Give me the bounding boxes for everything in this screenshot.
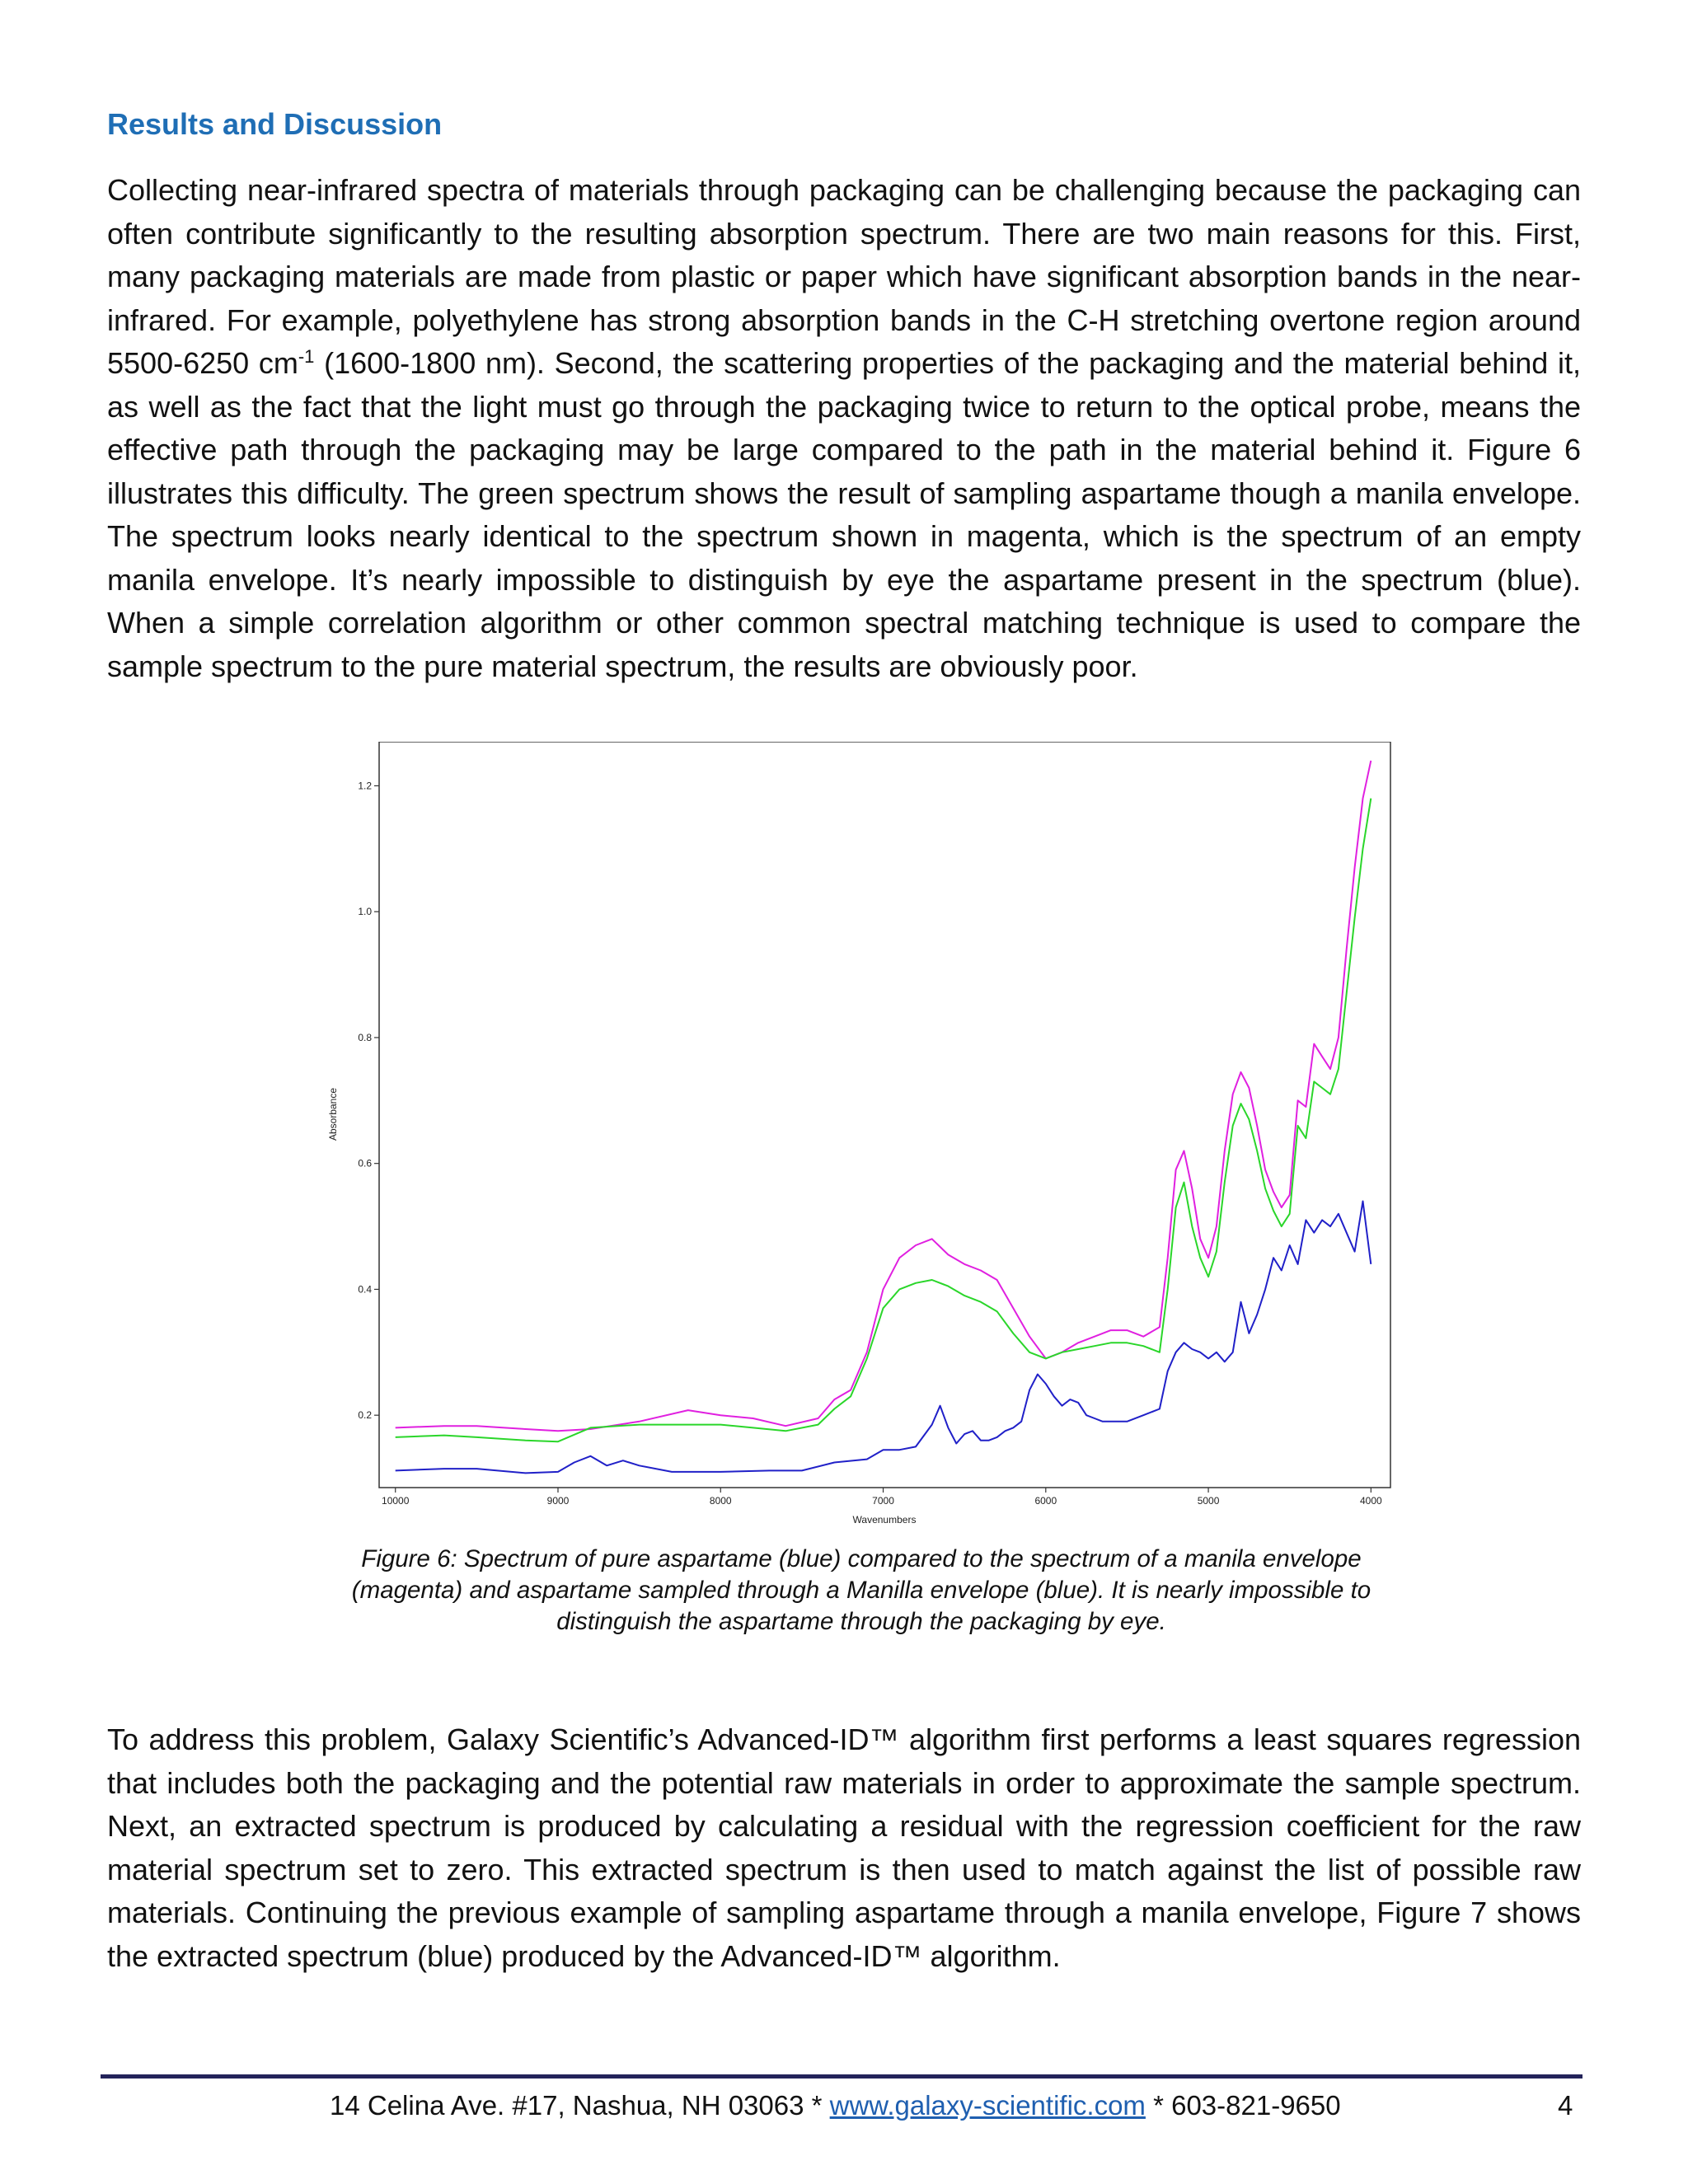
x-tick-label: 7000: [872, 1495, 894, 1507]
y-tick-label: 1.0: [358, 906, 372, 918]
x-tick-label: 9000: [546, 1495, 570, 1507]
footer-address: 14 Celina Ave. #17, Nashua, NH 03063 *: [330, 2090, 830, 2121]
footer-phone: * 603-821-9650: [1145, 2090, 1341, 2121]
figure-6-spectrum-chart: [321, 742, 1409, 1529]
spectrum-chart-svg: [321, 742, 1409, 1529]
y-tick-label: 0.2: [358, 1409, 372, 1422]
x-tick-label: 4000: [1359, 1495, 1382, 1507]
footer-divider: [101, 2074, 1582, 2079]
x-tick-label: 6000: [1034, 1495, 1057, 1507]
page-number: 4: [1558, 2090, 1573, 2121]
page-footer: [0, 2090, 1688, 2131]
y-tick-label: 1.2: [358, 780, 372, 792]
x-axis-label: Wavenumbers: [852, 1514, 917, 1526]
y-tick-label: 0.6: [358, 1157, 372, 1169]
paragraph-advanced-id: To address this problem, Galaxy Scientific’s Advanced-ID™ algorithm first performs a least squares regression that includes both the packaging and the potential raw materials in order to approximate the sample spectrum. Next, an extracted spectrum is produced by calculating a residual with the regression coefficient for the raw material spectrum set to zero. This extracted spectrum is then used to match against the list of possible raw materials. Continuing the previous example of sampling aspartame through a manila envelope, Figure 7 shows the extracted spectrum (blue) produced by the Advanced-ID™ algorithm.: [107, 1722, 1581, 1973]
section-heading: Results and Discussion: [107, 107, 443, 141]
footer-contact: [330, 2090, 1368, 2121]
y-tick-label: 0.8: [358, 1031, 372, 1043]
figure-6-caption: Figure 6: Spectrum of pure aspartame (blue) compared to the spectrum of a manila envelope (magenta) and aspartame sampled through a Manilla envelope (blue). It is nearly impossible to distinguish the aspartame through the packaging by eye.: [351, 1545, 1372, 1635]
x-tick-label: 8000: [709, 1495, 732, 1507]
superscript-minus-one: -1: [298, 346, 315, 367]
y-tick-label: 0.4: [358, 1283, 372, 1296]
x-tick-label: 5000: [1197, 1495, 1220, 1507]
y-axis-label: Absorbance: [327, 1087, 339, 1141]
paragraph-intro-part2: (1600-1800 nm). Second, the scattering properties of the packaging and the material behind it, as well as the fact that the light must go through the packaging twice to return to the optical probe, means the effective path through the packaging may be large compared to the path in the material behind it. Figure 6 illustrates this difficulty. The green spectrum shows the result of sampling aspartame though a manila envelope. The spectrum looks nearly identical to the spectrum shown in magenta, which is the spectrum of an empty manila envelope. It’s nearly impossible to distinguish by eye the aspartame present in the spectrum (blue). When a simple correlation algorithm or other common spectral matching technique is used to compare the sample spectrum to the pure material spectrum, the results are obviously poor.: [107, 346, 1581, 683]
paragraph-intro-part1: Collecting near-infrared spectra of materials through packaging can be challenging because the packaging can often contribute significantly to the resulting absorption spectrum. There are two main reasons for this. First, many packaging materials are made from plastic or paper which have significant absorption bands in the near-infrared. For example, polyethylene has strong absorption bands in the C-H stretching overtone region around 5500-6250 cm: [107, 173, 1581, 380]
paragraph-intro: [107, 169, 1581, 688]
plot-frame: [379, 742, 1390, 1488]
website-link[interactable]: www.galaxy-scientific.com: [829, 2090, 1146, 2121]
x-tick-label: 10000: [382, 1495, 410, 1507]
